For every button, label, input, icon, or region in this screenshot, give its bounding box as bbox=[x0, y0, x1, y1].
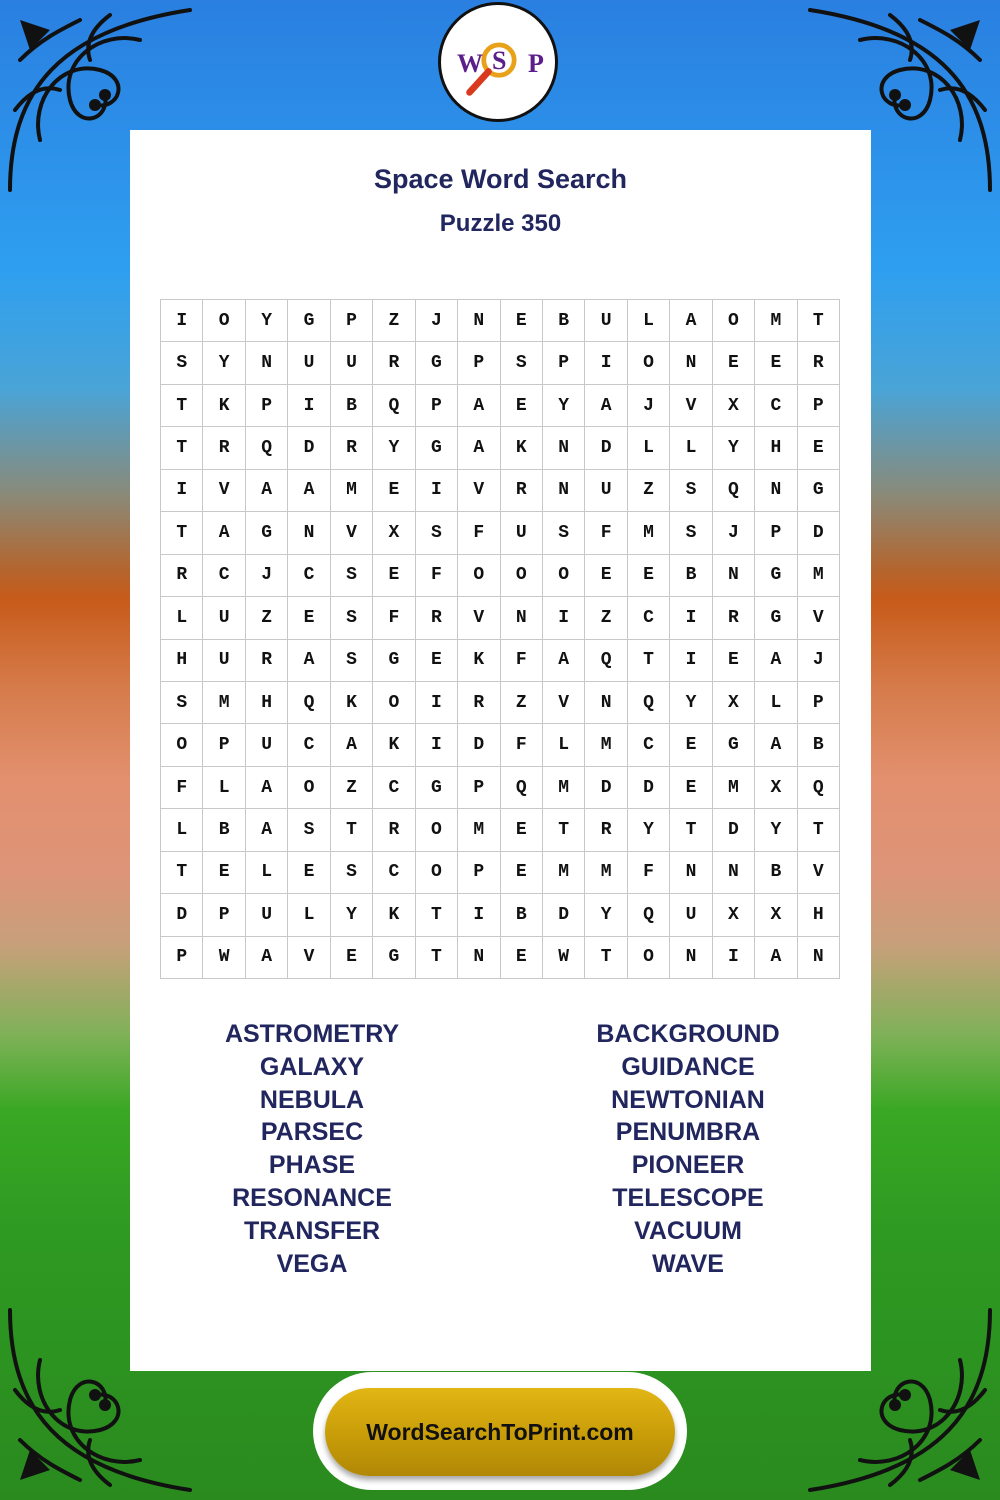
grid-cell[interactable]: D bbox=[798, 512, 840, 554]
grid-cell[interactable]: M bbox=[543, 767, 585, 809]
grid-cell[interactable]: R bbox=[585, 809, 627, 851]
grid-cell[interactable]: O bbox=[458, 555, 500, 597]
grid-cell[interactable]: H bbox=[161, 640, 203, 682]
grid-cell[interactable]: U bbox=[246, 894, 288, 936]
grid-cell[interactable]: A bbox=[755, 937, 797, 979]
grid-cell[interactable]: V bbox=[458, 597, 500, 639]
grid-cell[interactable]: S bbox=[161, 682, 203, 724]
grid-cell[interactable]: W bbox=[543, 937, 585, 979]
grid-cell[interactable]: Q bbox=[713, 470, 755, 512]
grid-cell[interactable]: E bbox=[203, 852, 245, 894]
word-list-right bbox=[538, 1018, 838, 1280]
grid-cell[interactable]: S bbox=[670, 470, 712, 512]
grid-cell[interactable]: E bbox=[288, 597, 330, 639]
grid-cell[interactable]: A bbox=[585, 385, 627, 427]
grid-cell[interactable]: X bbox=[755, 894, 797, 936]
grid-cell[interactable]: D bbox=[288, 427, 330, 469]
grid-cell[interactable]: A bbox=[543, 640, 585, 682]
grid-cell[interactable]: E bbox=[288, 852, 330, 894]
grid-cell[interactable]: F bbox=[416, 555, 458, 597]
grid-cell[interactable]: M bbox=[628, 512, 670, 554]
grid-cell[interactable]: P bbox=[543, 342, 585, 384]
grid-cell[interactable]: E bbox=[501, 300, 543, 342]
grid-cell[interactable]: E bbox=[373, 470, 415, 512]
grid-cell[interactable]: N bbox=[288, 512, 330, 554]
grid-cell[interactable]: J bbox=[628, 385, 670, 427]
grid-cell[interactable]: H bbox=[798, 894, 840, 936]
grid-cell[interactable]: V bbox=[670, 385, 712, 427]
grid-cell[interactable]: I bbox=[543, 597, 585, 639]
grid-cell[interactable]: P bbox=[458, 852, 500, 894]
grid-cell[interactable]: A bbox=[246, 809, 288, 851]
grid-cell[interactable]: A bbox=[331, 724, 373, 766]
grid-cell[interactable]: C bbox=[288, 555, 330, 597]
grid-cell[interactable]: S bbox=[161, 342, 203, 384]
grid-cell[interactable]: R bbox=[501, 470, 543, 512]
grid-cell[interactable]: B bbox=[543, 300, 585, 342]
grid-cell[interactable]: V bbox=[203, 470, 245, 512]
grid-cell[interactable]: N bbox=[713, 852, 755, 894]
grid-cell[interactable]: I bbox=[161, 300, 203, 342]
grid-cell[interactable]: X bbox=[755, 767, 797, 809]
grid-cell[interactable]: R bbox=[161, 555, 203, 597]
grid-cell[interactable]: C bbox=[628, 724, 670, 766]
grid-cell[interactable]: F bbox=[585, 512, 627, 554]
grid-cell[interactable]: G bbox=[288, 300, 330, 342]
word-item: VEGA bbox=[276, 1249, 348, 1278]
grid-cell[interactable]: N bbox=[713, 555, 755, 597]
grid-cell[interactable]: M bbox=[585, 724, 627, 766]
grid-cell[interactable]: G bbox=[713, 724, 755, 766]
grid-cell[interactable]: I bbox=[416, 470, 458, 512]
grid-cell[interactable]: A bbox=[288, 640, 330, 682]
grid-cell[interactable]: N bbox=[543, 427, 585, 469]
grid-cell[interactable]: S bbox=[543, 512, 585, 554]
word-item: NEWTONIAN bbox=[611, 1085, 765, 1114]
grid-cell[interactable]: N bbox=[458, 300, 500, 342]
grid-cell[interactable]: Z bbox=[585, 597, 627, 639]
grid-cell[interactable]: L bbox=[246, 852, 288, 894]
grid-cell[interactable]: I bbox=[161, 470, 203, 512]
grid-cell[interactable]: Z bbox=[246, 597, 288, 639]
grid-cell[interactable]: U bbox=[331, 342, 373, 384]
grid-cell[interactable]: O bbox=[373, 682, 415, 724]
grid-cell[interactable]: G bbox=[755, 597, 797, 639]
grid-cell[interactable]: C bbox=[628, 597, 670, 639]
grid-cell[interactable]: R bbox=[458, 682, 500, 724]
grid-cell[interactable]: S bbox=[331, 640, 373, 682]
grid-cell[interactable]: U bbox=[203, 640, 245, 682]
grid-cell[interactable]: A bbox=[670, 300, 712, 342]
grid-cell[interactable]: M bbox=[331, 470, 373, 512]
grid-cell[interactable]: L bbox=[288, 894, 330, 936]
grid-cell[interactable]: P bbox=[161, 937, 203, 979]
grid-cell[interactable]: O bbox=[543, 555, 585, 597]
grid-cell[interactable]: L bbox=[628, 300, 670, 342]
grid-cell[interactable]: J bbox=[798, 640, 840, 682]
word-list-left bbox=[162, 1018, 462, 1280]
grid-cell[interactable]: R bbox=[373, 342, 415, 384]
grid-cell[interactable]: L bbox=[543, 724, 585, 766]
grid-cell[interactable]: E bbox=[713, 640, 755, 682]
grid-cell[interactable]: T bbox=[543, 809, 585, 851]
grid-cell[interactable]: A bbox=[246, 937, 288, 979]
grid-cell[interactable]: F bbox=[458, 512, 500, 554]
grid-cell[interactable]: Q bbox=[585, 640, 627, 682]
grid-cell[interactable]: N bbox=[585, 682, 627, 724]
grid-cell[interactable]: E bbox=[501, 852, 543, 894]
grid-cell[interactable]: M bbox=[798, 555, 840, 597]
logo-letter-w: W bbox=[457, 49, 483, 78]
grid-cell[interactable]: V bbox=[798, 597, 840, 639]
grid-cell[interactable]: A bbox=[755, 724, 797, 766]
grid-cell[interactable]: P bbox=[755, 512, 797, 554]
grid-cell[interactable]: Q bbox=[246, 427, 288, 469]
grid-cell[interactable]: D bbox=[161, 894, 203, 936]
grid-cell[interactable]: Y bbox=[585, 894, 627, 936]
word-item: PIONEER bbox=[631, 1151, 745, 1180]
grid-cell[interactable]: A bbox=[203, 512, 245, 554]
grid-cell[interactable]: Z bbox=[501, 682, 543, 724]
grid-cell[interactable]: N bbox=[670, 342, 712, 384]
grid-cell[interactable]: E bbox=[416, 640, 458, 682]
grid-cell[interactable]: M bbox=[203, 682, 245, 724]
grid-cell[interactable]: A bbox=[246, 767, 288, 809]
grid-cell[interactable]: V bbox=[288, 937, 330, 979]
grid-cell[interactable]: G bbox=[416, 342, 458, 384]
grid-cell[interactable]: K bbox=[458, 640, 500, 682]
grid-cell[interactable]: G bbox=[246, 512, 288, 554]
word-item: NEBULA bbox=[259, 1085, 365, 1114]
grid-cell[interactable]: T bbox=[416, 937, 458, 979]
grid-cell[interactable]: N bbox=[246, 342, 288, 384]
grid-cell[interactable]: R bbox=[713, 597, 755, 639]
grid-cell[interactable]: U bbox=[203, 597, 245, 639]
grid-cell[interactable]: B bbox=[755, 852, 797, 894]
word-item: VACUUM bbox=[634, 1216, 742, 1245]
grid-cell[interactable]: A bbox=[458, 385, 500, 427]
grid-cell[interactable]: K bbox=[501, 427, 543, 469]
grid-cell[interactable]: S bbox=[331, 555, 373, 597]
grid-cell[interactable]: T bbox=[416, 894, 458, 936]
grid-cell[interactable]: O bbox=[713, 300, 755, 342]
grid-cell[interactable]: K bbox=[203, 385, 245, 427]
grid-cell[interactable]: M bbox=[458, 809, 500, 851]
grid-cell[interactable]: U bbox=[246, 724, 288, 766]
grid-cell[interactable]: E bbox=[501, 809, 543, 851]
word-item: TELESCOPE bbox=[612, 1183, 764, 1212]
grid-cell[interactable]: T bbox=[585, 937, 627, 979]
grid-cell[interactable]: L bbox=[670, 427, 712, 469]
grid-cell[interactable]: I bbox=[288, 385, 330, 427]
grid-cell[interactable]: Y bbox=[755, 809, 797, 851]
grid-cell[interactable]: U bbox=[585, 300, 627, 342]
grid-cell[interactable]: Y bbox=[373, 427, 415, 469]
grid-cell[interactable]: Y bbox=[203, 342, 245, 384]
grid-cell[interactable]: L bbox=[161, 809, 203, 851]
grid-cell[interactable]: L bbox=[203, 767, 245, 809]
grid-cell[interactable]: M bbox=[713, 767, 755, 809]
grid-cell[interactable]: N bbox=[755, 470, 797, 512]
grid-cell[interactable]: G bbox=[416, 767, 458, 809]
grid-cell[interactable]: Y bbox=[543, 385, 585, 427]
grid-cell[interactable]: E bbox=[501, 937, 543, 979]
grid-cell[interactable]: Y bbox=[331, 894, 373, 936]
grid-cell[interactable]: O bbox=[628, 342, 670, 384]
grid-cell[interactable]: Y bbox=[246, 300, 288, 342]
grid-cell[interactable]: C bbox=[755, 385, 797, 427]
grid-cell[interactable]: K bbox=[373, 724, 415, 766]
grid-cell[interactable]: T bbox=[670, 809, 712, 851]
grid-cell[interactable]: F bbox=[161, 767, 203, 809]
grid-cell[interactable]: S bbox=[416, 512, 458, 554]
grid-cell[interactable]: P bbox=[203, 724, 245, 766]
grid-cell[interactable]: F bbox=[373, 597, 415, 639]
grid-cell[interactable]: Q bbox=[501, 767, 543, 809]
grid-cell[interactable]: F bbox=[628, 852, 670, 894]
word-item: WAVE bbox=[652, 1249, 724, 1278]
grid-cell[interactable]: E bbox=[585, 555, 627, 597]
grid-cell[interactable]: I bbox=[670, 640, 712, 682]
grid-cell[interactable]: L bbox=[161, 597, 203, 639]
grid-cell[interactable]: J bbox=[416, 300, 458, 342]
grid-cell[interactable]: P bbox=[798, 682, 840, 724]
grid-cell[interactable]: I bbox=[458, 894, 500, 936]
grid-cell[interactable]: R bbox=[331, 427, 373, 469]
grid-cell[interactable]: R bbox=[798, 342, 840, 384]
word-item: BACKGROUND bbox=[596, 1020, 780, 1048]
grid-cell[interactable]: K bbox=[331, 682, 373, 724]
grid-cell[interactable]: R bbox=[416, 597, 458, 639]
grid-cell[interactable]: P bbox=[798, 385, 840, 427]
grid-cell[interactable]: Q bbox=[798, 767, 840, 809]
grid-cell[interactable]: O bbox=[416, 852, 458, 894]
grid-cell[interactable]: I bbox=[416, 682, 458, 724]
grid-cell[interactable]: T bbox=[161, 512, 203, 554]
grid-cell[interactable]: Z bbox=[331, 767, 373, 809]
word-item: GALAXY bbox=[259, 1052, 365, 1081]
grid-cell[interactable]: P bbox=[458, 342, 500, 384]
grid-cell[interactable]: U bbox=[670, 894, 712, 936]
grid-cell[interactable]: P bbox=[416, 385, 458, 427]
word-item: PARSEC bbox=[260, 1118, 364, 1147]
grid-cell[interactable]: N bbox=[670, 937, 712, 979]
grid-cell[interactable]: M bbox=[543, 852, 585, 894]
grid-cell[interactable]: T bbox=[798, 300, 840, 342]
grid-cell[interactable]: O bbox=[416, 809, 458, 851]
grid-cell[interactable]: N bbox=[501, 597, 543, 639]
grid-cell[interactable]: N bbox=[798, 937, 840, 979]
grid-cell[interactable]: T bbox=[798, 809, 840, 851]
grid-cell[interactable]: V bbox=[331, 512, 373, 554]
grid-cell[interactable]: N bbox=[670, 852, 712, 894]
grid-cell[interactable]: W bbox=[203, 937, 245, 979]
grid-cell[interactable]: A bbox=[246, 470, 288, 512]
grid-cell[interactable]: F bbox=[501, 724, 543, 766]
grid-cell[interactable]: S bbox=[331, 852, 373, 894]
grid-cell[interactable]: C bbox=[288, 724, 330, 766]
website-link[interactable]: WordSearchToPrint.com bbox=[366, 1418, 634, 1445]
grid-cell[interactable]: O bbox=[501, 555, 543, 597]
grid-cell[interactable]: T bbox=[161, 852, 203, 894]
grid-cell[interactable]: C bbox=[373, 852, 415, 894]
grid-cell[interactable]: X bbox=[713, 894, 755, 936]
puzzle-number: Puzzle 350 bbox=[439, 210, 562, 237]
grid-cell[interactable]: G bbox=[755, 555, 797, 597]
grid-cell[interactable]: C bbox=[373, 767, 415, 809]
grid-cell[interactable]: S bbox=[331, 597, 373, 639]
word-item: RESONANCE bbox=[232, 1183, 392, 1212]
grid-cell[interactable]: U bbox=[288, 342, 330, 384]
grid-cell[interactable]: Q bbox=[288, 682, 330, 724]
grid-cell[interactable]: O bbox=[628, 937, 670, 979]
grid-cell[interactable]: P bbox=[203, 894, 245, 936]
grid-cell[interactable]: X bbox=[713, 385, 755, 427]
grid-cell[interactable]: M bbox=[585, 852, 627, 894]
logo-letter-p: P bbox=[528, 49, 544, 78]
grid-cell[interactable]: Y bbox=[713, 427, 755, 469]
grid-cell[interactable]: H bbox=[755, 427, 797, 469]
grid-cell[interactable]: R bbox=[246, 640, 288, 682]
grid-cell[interactable]: Y bbox=[670, 682, 712, 724]
grid-cell[interactable]: K bbox=[373, 894, 415, 936]
grid-cell[interactable]: S bbox=[501, 342, 543, 384]
grid-cell[interactable]: M bbox=[755, 300, 797, 342]
grid-cell[interactable]: Z bbox=[373, 300, 415, 342]
grid-cell[interactable]: N bbox=[458, 937, 500, 979]
grid-cell[interactable]: D bbox=[585, 767, 627, 809]
grid-cell[interactable]: B bbox=[670, 555, 712, 597]
word-item: PENUMBRA bbox=[615, 1118, 761, 1147]
logo-letter-s: S bbox=[492, 46, 507, 75]
grid-cell[interactable]: D bbox=[543, 894, 585, 936]
grid-cell[interactable]: Z bbox=[628, 470, 670, 512]
grid-cell[interactable]: F bbox=[501, 640, 543, 682]
website-button-face[interactable] bbox=[325, 1388, 675, 1476]
grid-cell[interactable]: E bbox=[670, 767, 712, 809]
grid-cell[interactable]: U bbox=[501, 512, 543, 554]
grid-cell[interactable]: X bbox=[713, 682, 755, 724]
grid-cell[interactable]: P bbox=[331, 300, 373, 342]
grid-cell[interactable]: B bbox=[203, 809, 245, 851]
grid-cell[interactable]: G bbox=[373, 937, 415, 979]
grid-cell[interactable]: B bbox=[798, 724, 840, 766]
grid-cell[interactable]: X bbox=[373, 512, 415, 554]
grid-cell[interactable]: E bbox=[331, 937, 373, 979]
word-item: ASTROMETRY bbox=[224, 1020, 400, 1048]
grid-cell[interactable]: T bbox=[161, 427, 203, 469]
grid-cell[interactable]: Q bbox=[628, 682, 670, 724]
grid-cell[interactable]: G bbox=[798, 470, 840, 512]
grid-cell[interactable]: G bbox=[373, 640, 415, 682]
grid-cell[interactable]: B bbox=[331, 385, 373, 427]
grid-cell[interactable]: U bbox=[585, 470, 627, 512]
wsp-logo[interactable] bbox=[438, 2, 558, 122]
grid-cell[interactable]: P bbox=[246, 385, 288, 427]
grid-cell[interactable]: T bbox=[628, 640, 670, 682]
grid-cell[interactable]: E bbox=[628, 555, 670, 597]
grid-cell[interactable]: A bbox=[288, 470, 330, 512]
grid-cell[interactable]: N bbox=[543, 470, 585, 512]
word-item: TRANSFER bbox=[243, 1216, 381, 1245]
grid-cell[interactable]: J bbox=[713, 512, 755, 554]
grid-cell[interactable]: B bbox=[501, 894, 543, 936]
grid-cell[interactable]: D bbox=[628, 767, 670, 809]
grid-cell[interactable]: O bbox=[203, 300, 245, 342]
puzzle-card bbox=[130, 130, 871, 1371]
grid-cell[interactable]: E bbox=[755, 342, 797, 384]
grid-cell[interactable]: E bbox=[713, 342, 755, 384]
word-item: PHASE bbox=[268, 1151, 356, 1180]
grid-cell[interactable]: I bbox=[670, 597, 712, 639]
grid-cell[interactable]: C bbox=[203, 555, 245, 597]
grid-cell[interactable]: R bbox=[203, 427, 245, 469]
grid-cell[interactable]: Q bbox=[373, 385, 415, 427]
grid-cell[interactable]: T bbox=[331, 809, 373, 851]
grid-cell[interactable]: E bbox=[798, 427, 840, 469]
website-button[interactable] bbox=[313, 1372, 687, 1490]
grid-cell[interactable]: V bbox=[798, 852, 840, 894]
letter-grid bbox=[160, 299, 840, 979]
page-title: Space Word Search bbox=[373, 164, 628, 194]
grid-cell[interactable]: J bbox=[246, 555, 288, 597]
grid-cell[interactable]: Y bbox=[628, 809, 670, 851]
grid-cell[interactable]: V bbox=[543, 682, 585, 724]
grid-cell[interactable]: Q bbox=[628, 894, 670, 936]
grid-cell[interactable]: I bbox=[416, 724, 458, 766]
grid-cell[interactable]: P bbox=[458, 767, 500, 809]
grid-cell[interactable]: H bbox=[246, 682, 288, 724]
word-item: GUIDANCE bbox=[621, 1052, 755, 1081]
grid-cell[interactable]: S bbox=[288, 809, 330, 851]
grid-cell[interactable]: R bbox=[373, 809, 415, 851]
grid-cell[interactable]: D bbox=[458, 724, 500, 766]
grid-cell[interactable]: E bbox=[670, 724, 712, 766]
grid-cell[interactable]: L bbox=[628, 427, 670, 469]
grid-cell[interactable]: I bbox=[585, 342, 627, 384]
grid-cell[interactable]: O bbox=[161, 724, 203, 766]
grid-cell[interactable]: I bbox=[713, 937, 755, 979]
grid-cell[interactable]: S bbox=[670, 512, 712, 554]
grid-cell[interactable]: D bbox=[585, 427, 627, 469]
grid-cell[interactable]: L bbox=[755, 682, 797, 724]
grid-cell[interactable]: G bbox=[416, 427, 458, 469]
grid-cell[interactable]: V bbox=[458, 470, 500, 512]
grid-cell[interactable]: A bbox=[755, 640, 797, 682]
grid-cell[interactable]: E bbox=[501, 385, 543, 427]
grid-cell[interactable]: T bbox=[161, 385, 203, 427]
grid-cell[interactable]: A bbox=[458, 427, 500, 469]
grid-cell[interactable]: O bbox=[288, 767, 330, 809]
grid-cell[interactable]: E bbox=[373, 555, 415, 597]
grid-cell[interactable]: D bbox=[713, 809, 755, 851]
